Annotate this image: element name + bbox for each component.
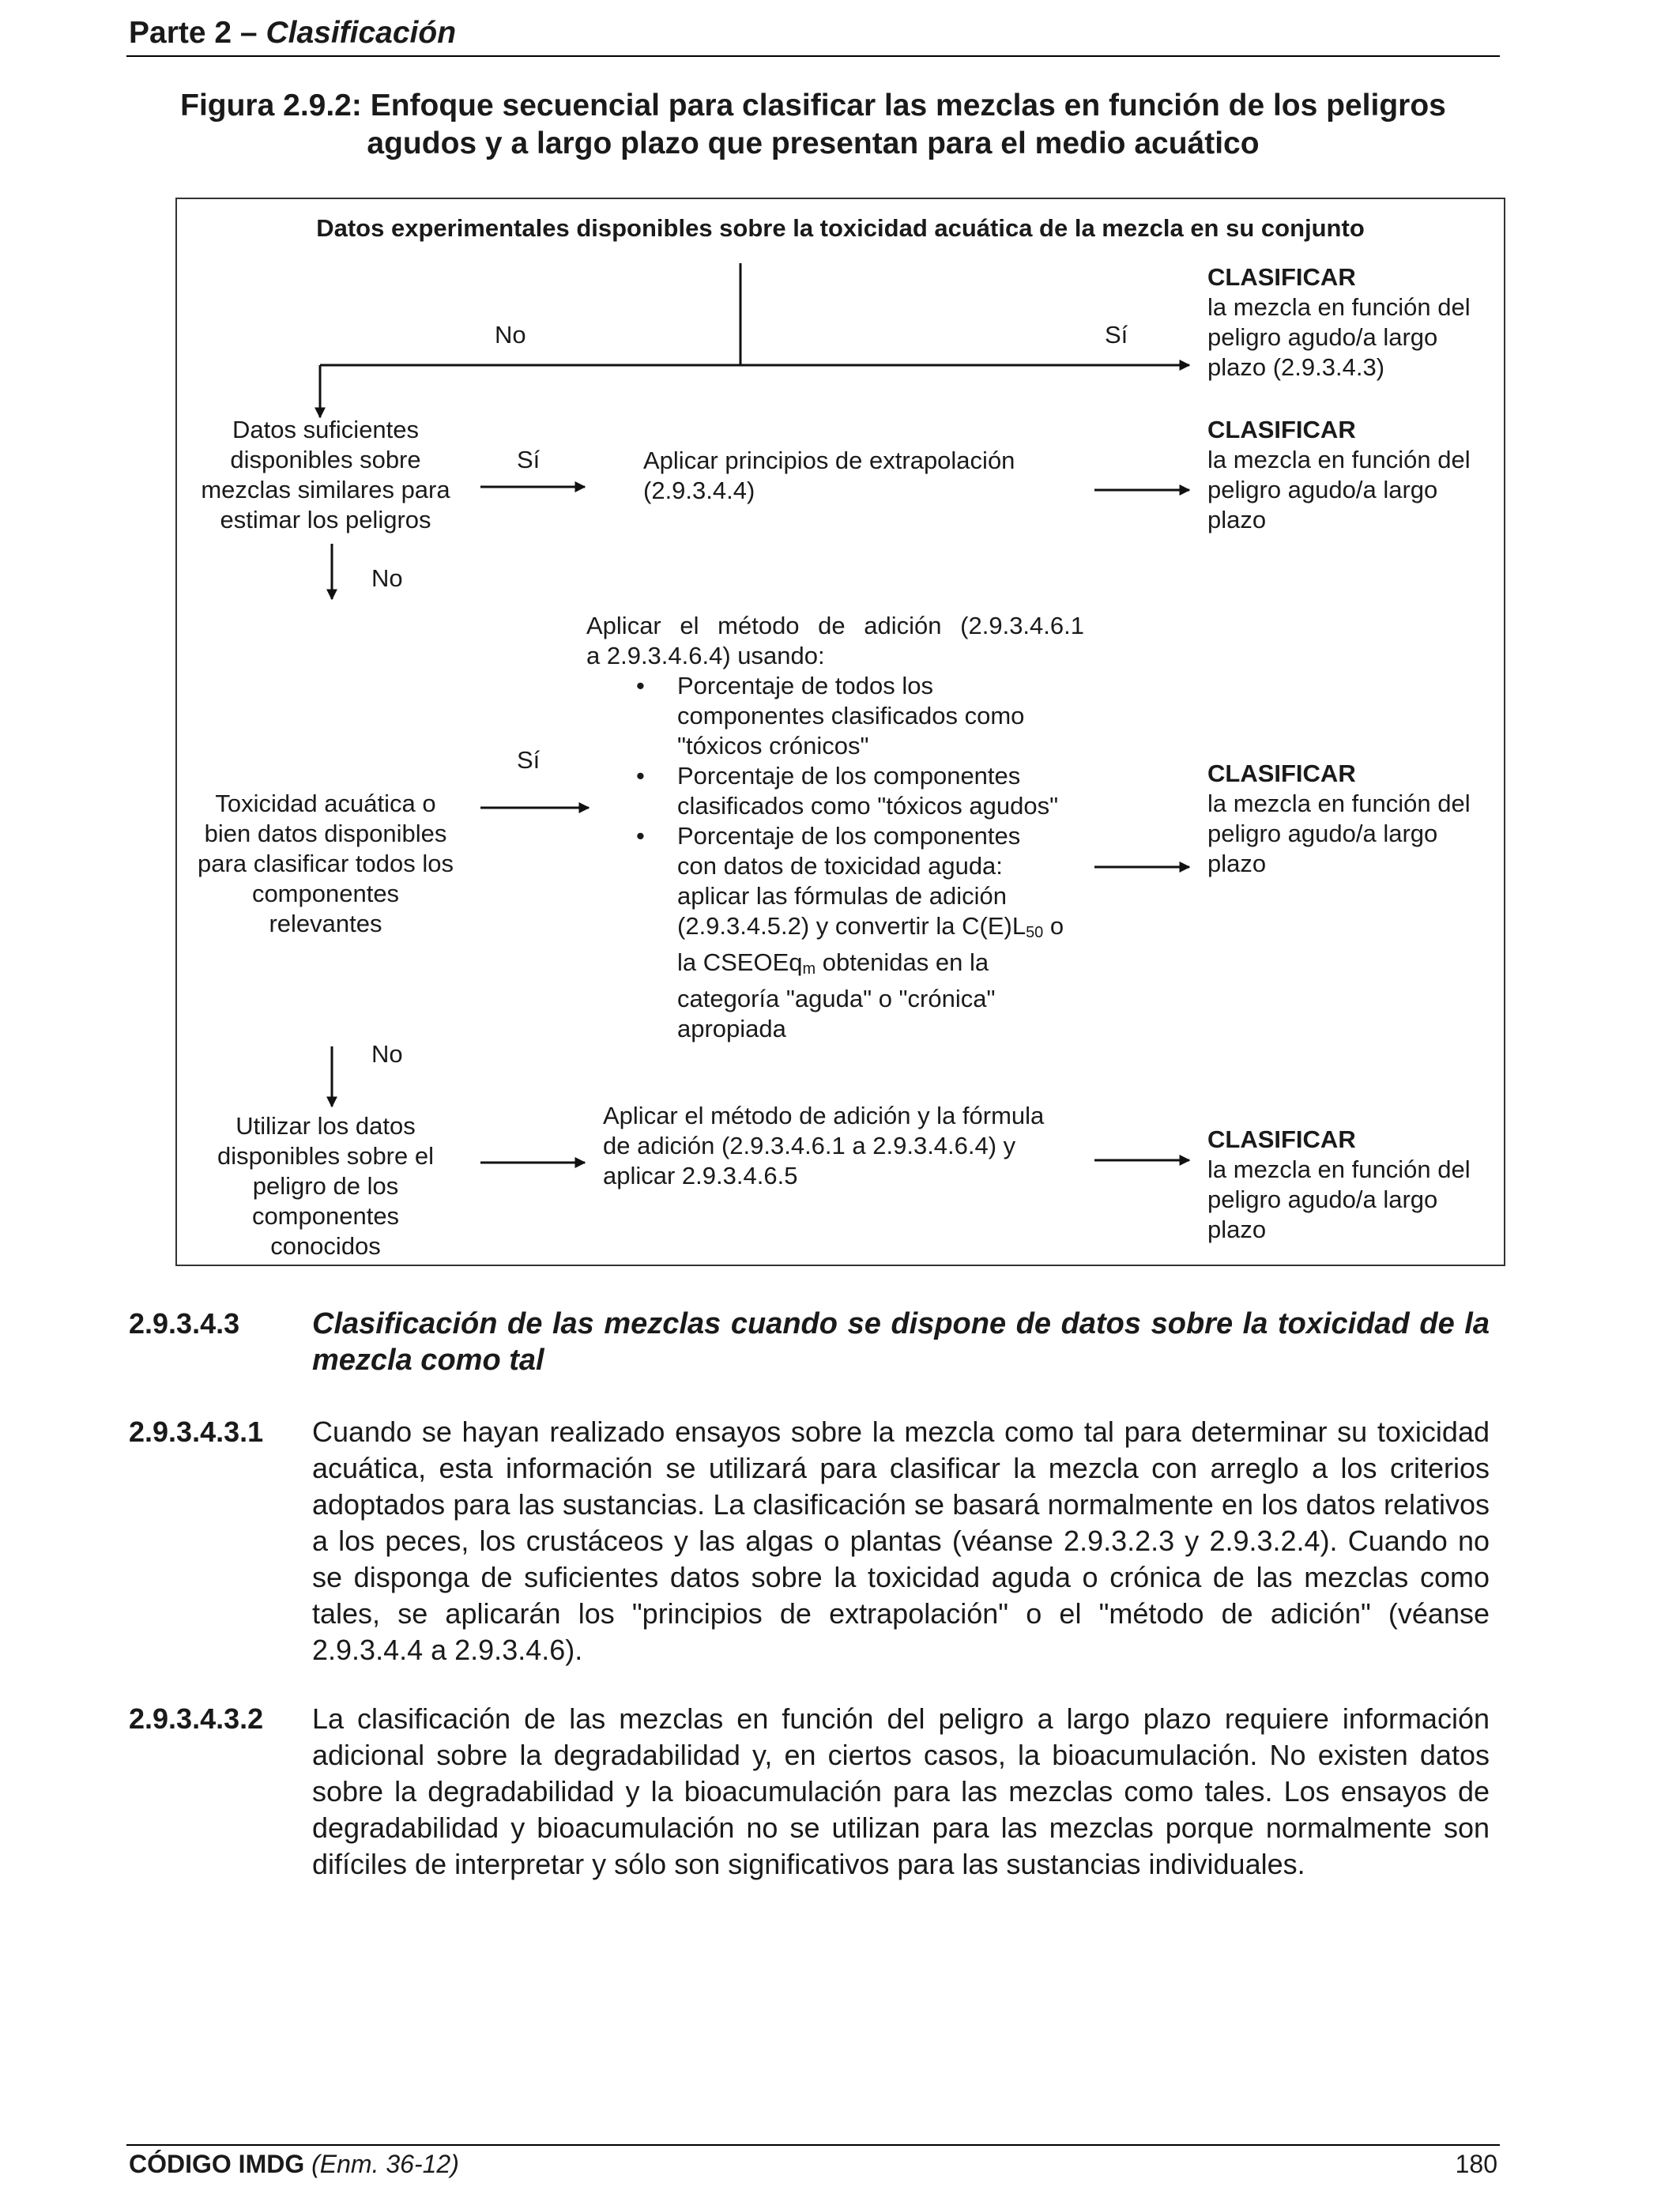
text-line: • Porcentaje de los componentes [677,762,1021,790]
classify-line: la mezcla en función del [1207,446,1471,473]
text-run: la CSEOEq [677,948,803,976]
text-line: a 2.9.3.4.6.4) usando: [586,642,825,669]
branch-no-label: No [495,321,526,349]
classify-line: plazo [1207,850,1267,877]
text-line: mezclas similares para [201,476,450,503]
classify-line: la mezcla en función del [1207,293,1471,321]
classify-box-3 [1207,759,1471,879]
no-label-3: No [371,1040,403,1068]
text-line: para clasificar todos los [198,850,454,877]
classify-line: peligro agudo/a largo [1207,1186,1438,1213]
paragraph-text: La clasificación de las mezclas en función del peligro a largo plazo requiere información adicional sobre la degradabilidad y, en ciertos casos, la bioacumulación. No existen datos sobre la degradabilidad y la bioacumulación para las mezclas como tales. Los ensayos de degradabilidad y bioacumulación no se utilizan para las mezclas porque normalmente son difíciles de interpretar y sólo son significativos para las sustancias individuales. [312,1702,1490,1880]
extrapolation-box [643,446,1015,506]
paragraph-number: 2.9.3.4.3.1 [129,1416,264,1448]
text-line: Utilizar los datos [235,1112,416,1140]
header-part-italic: Clasificación [266,16,457,50]
text-line: clasificados como "tóxicos agudos" [677,792,1059,820]
text-line: de adición (2.9.3.4.6.1 a 2.9.3.4.6.4) y [603,1132,1016,1159]
classify-line: peligro agudo/a largo [1207,476,1438,503]
method-bullets [626,671,1084,1044]
text-line: Aplicar el método de adición y la fórmula [603,1102,1045,1129]
classify-box-1 [1207,262,1471,383]
footer-rule [126,2144,1500,2146]
bullet-item [677,761,1084,821]
text-line: Datos suficientes [232,416,420,443]
header-part: Parte 2 – [129,16,266,50]
text-line: relevantes [269,910,382,937]
paragraph-number: 2.9.3.4.3.2 [129,1702,264,1735]
text-line: con datos de toxicidad aguda: [677,852,1003,880]
classify-line: plazo [1207,1216,1267,1243]
section-number: 2.9.3.4.3 [129,1307,240,1340]
text-line: componentes clasificados como [677,702,1025,729]
text-line: conocidos [270,1232,381,1260]
text-line: categoría "aguda" o "crónica" [677,985,996,1012]
text-line: aplicar las fórmulas de adición [677,882,1007,910]
bullet-item [677,821,1084,1044]
classify-line: la mezcla en función del [1207,1155,1471,1183]
text-run: obtenidas en la [816,948,989,976]
branch-si-label: Sí [1105,321,1128,349]
text-line: • Porcentaje de los componentes [677,822,1021,850]
section-title: Clasificación de las mezclas cuando se dispone de datos sobre la toxicidad de la mezcla como tal [312,1307,1490,1377]
classify-line: plazo (2.9.3.4.3) [1207,353,1385,381]
text-line [677,948,1084,984]
classify-line: plazo [1207,506,1267,533]
classify-heading: CLASIFICAR [1207,760,1356,787]
footer-code [129,2150,459,2179]
addition-method-box [586,611,1084,1044]
text-line: disponibles sobre el [217,1142,434,1170]
classify-heading: CLASIFICAR [1207,416,1356,443]
classify-heading: CLASIFICAR [1207,1125,1356,1153]
classify-line: peligro agudo/a largo [1207,820,1438,847]
classify-box-4 [1207,1125,1471,1245]
text-line: Aplicar el método de adición (2.9.3.4.6.1 [586,612,1084,639]
box-toxicity [175,789,476,939]
box-similar-mixtures [175,415,476,535]
text-line: Toxicidad acuática o [215,790,436,817]
page-number: 180 [1455,2150,1497,2178]
text-line: "tóxicos crónicos" [677,732,869,760]
classify-heading: CLASIFICAR [1207,263,1356,291]
classify-box-2 [1207,415,1471,535]
text-line: bien datos disponibles [204,820,447,847]
text-line: estimar los peligros [220,506,431,533]
final-method-box [603,1101,1044,1191]
si-label-3: Sí [517,746,541,774]
top-label: Datos experimentales disponibles sobre la toxicidad acuática de la mezcla en su conjunto [316,214,1365,242]
text-run: (2.9.3.4.5.2) y convertir la C(E)L [677,912,1026,940]
classify-line: peligro agudo/a largo [1207,323,1438,351]
bullet-item [677,671,1084,761]
text-line: (2.9.3.4.4) [643,477,755,504]
subscript: 50 [1026,924,1044,941]
footer-amendment: (Enm. 36-12) [311,2150,459,2178]
text-line: componentes [251,1202,400,1230]
paragraph-text: Cuando se hayan realizado ensayos sobre la mezcla como tal para determinar su toxicidad acuática, esta información se utilizará para clasificar la mezcla con arreglo a los criterios adoptados para las sustancias. La clasificación se basará normalmente en los datos relativos a los peces, los crustáceos y las algas o plantas (véanse 2.9.3.2.3 y 2.9.3.2.4). Cuando no se disponga de suficientes datos sobre la toxicidad aguda o crónica de las mezclas como tales, se aplicarán los "principios de extrapolación" o el "método de adición" (véanse 2.9.3.4.4 a 2.9.3.4.6). [312,1416,1490,1666]
text-line: componentes [251,880,400,907]
text-line: Aplicar principios de extrapolación [643,447,1015,474]
si-label-2: Sí [517,446,541,473]
box-known-components [175,1111,476,1261]
text-line: aplicar 2.9.3.4.6.5 [603,1162,798,1189]
footer-code-name: CÓDIGO IMDG [129,2150,305,2178]
text-line: peligro de los [252,1172,399,1200]
no-label-2: No [371,564,403,592]
text-line [677,911,1084,948]
text-line: apropiada [677,1015,786,1042]
text-run: o [1043,912,1064,940]
figure-title-line-2: agudos y a largo plazo que presentan para el medio acuático [367,126,1260,160]
text-line: • Porcentaje de todos los [677,672,933,699]
figure-title-line-1: Figura 2.9.2: Enfoque secuencial para clasificar las mezclas en función de los peligros [180,89,1446,123]
text-line: disponibles sobre [230,446,421,473]
subscript: m [802,960,816,978]
classify-line: la mezcla en función del [1207,790,1471,817]
